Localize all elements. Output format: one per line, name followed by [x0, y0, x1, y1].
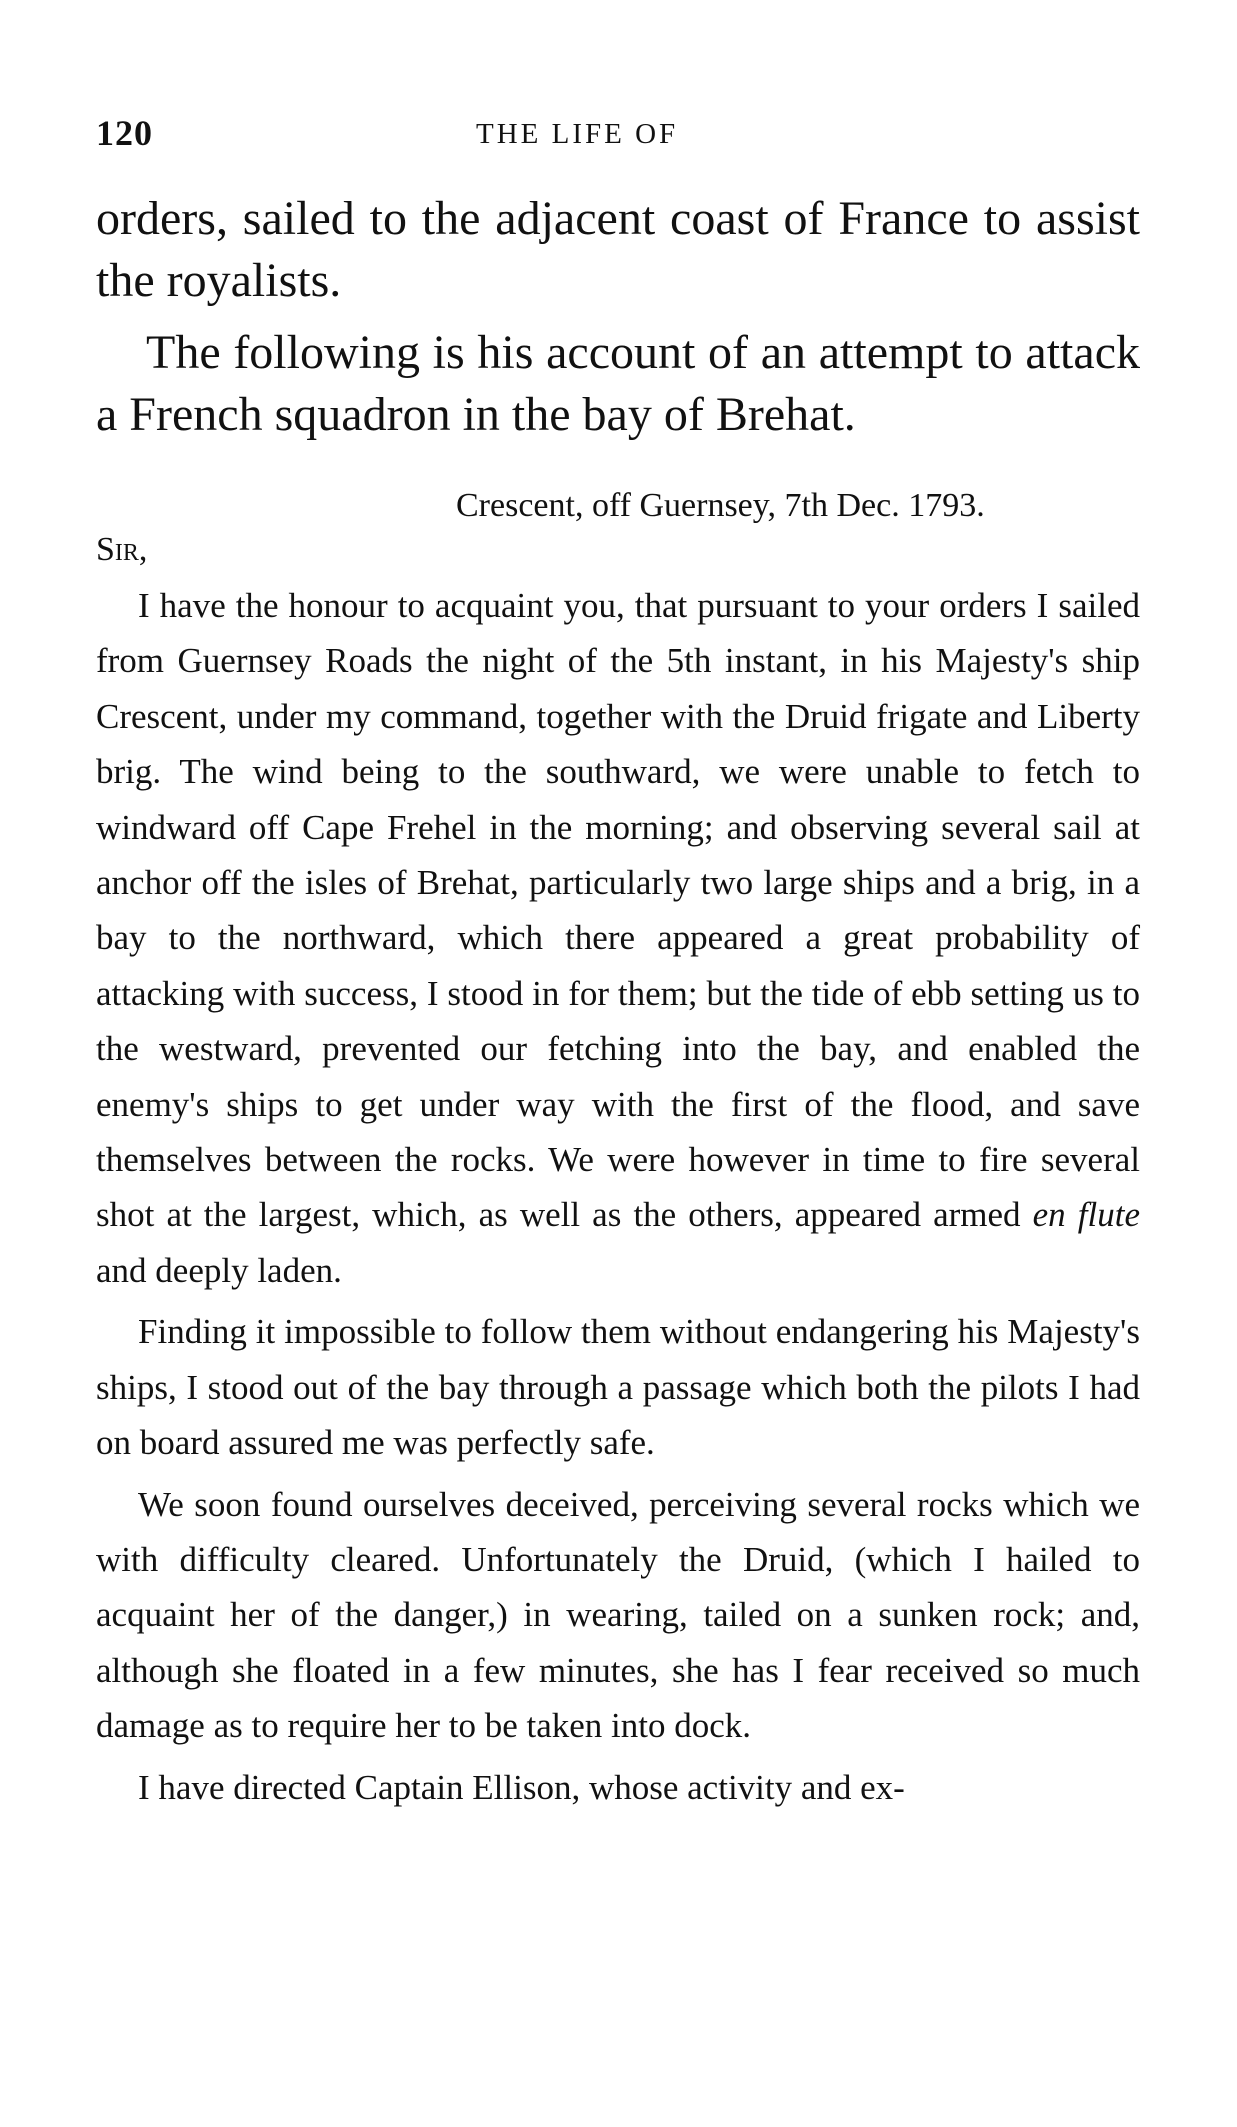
letter-dateline: Crescent, off Guernsey, 7th Dec. 1793. — [456, 487, 985, 524]
page-header — [96, 112, 1136, 162]
letter-paragraph-text: and deeply laden. — [96, 1250, 342, 1290]
intro-paragraph-continued: orders, sailed to the adjacent coast of France to assist the royalists. — [96, 192, 1140, 307]
letter-paragraph: We soon found ourselves deceived, perceiving several rocks which we with difficulty cleared. Unfortunately the Druid, (which I hailed to acquaint her of the danger,) in wearing, tailed on a sunken rock; and, although she floated in a few minutes, she has I fear received so much damage as to require her to be taken into dock. — [96, 1484, 1140, 1746]
letter-paragraph: I have directed Captain Ellison, whose activity and ex- — [138, 1767, 905, 1807]
letter-paragraph: Finding it impossible to follow them without endangering his Majesty's ships, I stood out of the bay through a passage which both the pilots I had on board assured me was perfectly safe. — [96, 1312, 1140, 1463]
letter-salutation: Sir, — [96, 531, 148, 568]
page-number: 120 — [96, 113, 153, 153]
letter-paragraph — [96, 578, 1140, 1298]
intro-paragraph: The following is his account of an attempt to attack a French squadron in the bay of Brehat. — [96, 326, 1140, 441]
page-body — [96, 188, 1140, 1815]
letter-paragraph-text: I have the honour to acquaint you, that pursuant to your orders I sailed from Guernsey Roads the night of the 5th instant, in his Majesty's ship Crescent, under my command, together with the Druid frigate and Liberty brig. The wind being to the southward, we were unable to fetch to windward off Cape Frehel in the morning; and observing several sail at anchor off the isles of Brehat, particularly two large ships and a brig, in a bay to the northward, which there appeared a great probability of attacking with success, I stood in for them; but the tide of ebb setting us to the westward, prevented our fetching into the bay, and enabled the enemy's ships to get under way with the first of the flood, and save themselves between the rocks. We were however in time to fire several shot at the largest, which, as well as the others, appeared armed — [96, 586, 1140, 1235]
italic-phrase: en flute — [1032, 1195, 1140, 1235]
running-head: THE LIFE OF — [476, 118, 679, 150]
